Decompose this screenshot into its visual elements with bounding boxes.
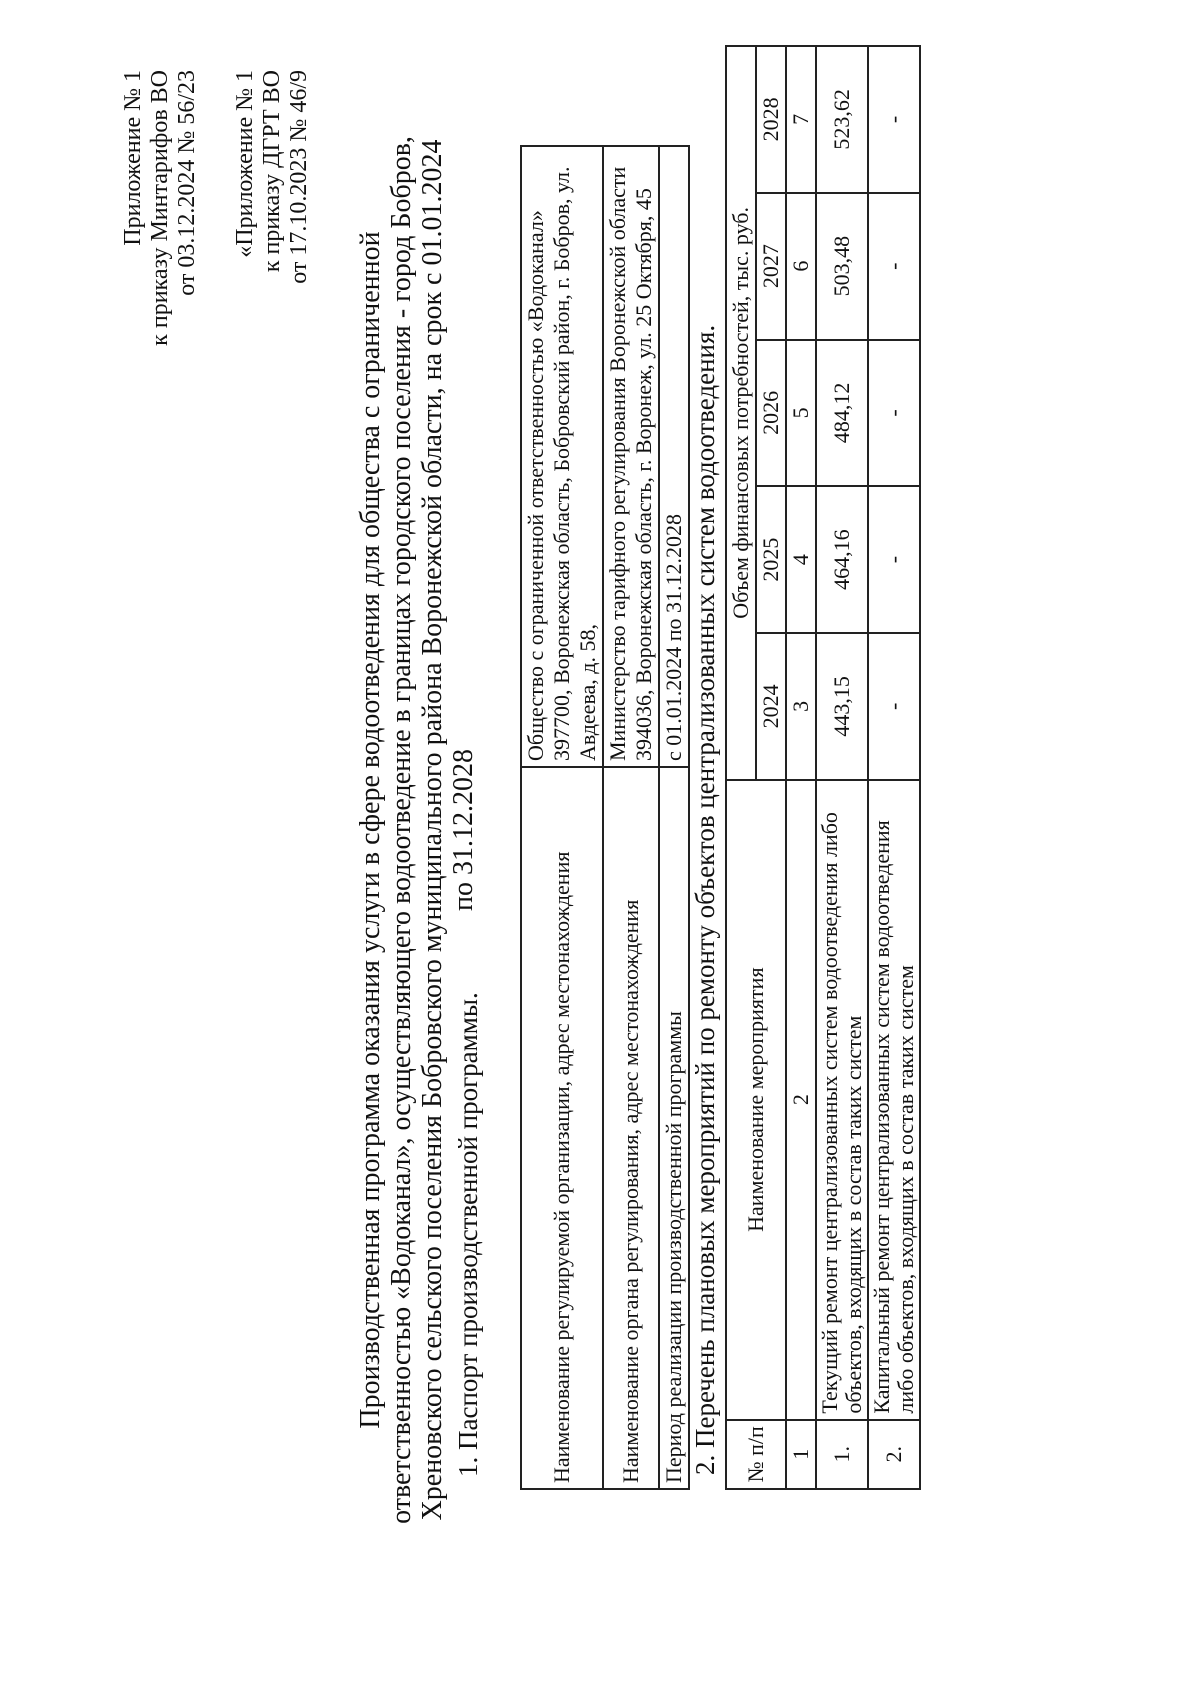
table-row — [603, 146, 659, 1489]
col-number-header: № п/п — [726, 1420, 786, 1489]
column-number: 4 — [786, 486, 816, 633]
amount-cell: - — [868, 340, 920, 487]
column-number: 2 — [786, 780, 816, 1420]
table-row — [868, 46, 920, 1489]
passport-value: Министерство тарифного регулирования Воронежской области 394036, Воронежская область, г. Воронеж, ул. 25 Октября, 45 — [603, 146, 659, 767]
appendix-note-2 — [232, 70, 313, 284]
year-header: 2025 — [756, 486, 786, 633]
table-row — [816, 46, 868, 1489]
column-number-row — [786, 46, 816, 1489]
appendix-line: к приказу ДГРТ ВО — [259, 70, 285, 273]
passport-value: Общество с ограниченной ответственностью «Водоканал» 397700, Воронежская область, Бобровский район, г. Бобров, ул. Авдеева, д. 58, — [521, 146, 603, 767]
passport-label: Период реализации производственной программы — [659, 767, 689, 1489]
amount-cell: 503,48 — [816, 193, 868, 340]
row-number: 1. — [816, 1420, 868, 1489]
table-header-row — [726, 46, 756, 1489]
year-header: 2024 — [756, 633, 786, 780]
col-volume-header: Объем финансовых потребностей, тыс. руб. — [726, 46, 756, 780]
row-number: 2. — [868, 1420, 920, 1489]
appendix-line: «Приложение № 1 — [232, 70, 258, 258]
section-2-heading: 2. Перечень плановых мероприятий по ремонту объектов централизованных систем водоотведения. — [690, 324, 720, 1475]
amount-cell: 443,15 — [816, 633, 868, 780]
appendix-line: Приложение № 1 — [120, 70, 146, 246]
table-row — [659, 146, 689, 1489]
passport-label: Наименование органа регулирования, адрес местонахождения — [603, 767, 659, 1489]
amount-cell: 484,12 — [816, 340, 868, 487]
column-number: 5 — [786, 340, 816, 487]
amount-cell: - — [868, 486, 920, 633]
appendix-line: от 03.12.2024 № 56/23 — [174, 70, 200, 296]
col-name-header: Наименование мероприятия — [726, 780, 786, 1420]
document-title: Производственная программа оказания услуги в сфере водоотведения для общества с ограниченной ответственностью «Водоканал», осуществляющего водоотведение в границах городского поселения - город Бобров, Хреновского сельского поселения Бобровского муниципального района Воронежской области, на срок с 01.01.2024 по 31.12.2028 — [355, 136, 479, 1524]
appendix-note-1 — [120, 70, 201, 346]
appendix-line: от 17.10.2023 № 46/9 — [286, 70, 312, 284]
column-number: 6 — [786, 193, 816, 340]
amount-cell: - — [868, 46, 920, 193]
events-table — [725, 45, 921, 1490]
amount-cell: - — [868, 633, 920, 780]
column-number: 3 — [786, 633, 816, 780]
section-1-heading: 1. Паспорт производственной программы. — [453, 992, 483, 1477]
amount-cell: - — [868, 193, 920, 340]
year-header: 2028 — [756, 46, 786, 193]
passport-value: с 01.01.2024 по 31.12.2028 — [659, 146, 689, 767]
year-header: 2026 — [756, 340, 786, 487]
column-number: 7 — [786, 46, 816, 193]
year-header: 2027 — [756, 193, 786, 340]
amount-cell: 523,62 — [816, 46, 868, 193]
event-name: Текущий ремонт централизованных систем водоотведения либо объектов, входящих в состав таких систем — [816, 780, 868, 1420]
passport-table — [520, 145, 690, 1490]
table-row — [521, 146, 603, 1489]
amount-cell: 464,16 — [816, 486, 868, 633]
event-name: Капитальный ремонт централизованных систем водоотведения либо объектов, входящих в состав таких систем — [868, 780, 920, 1420]
passport-label: Наименование регулируемой организации, адрес местонахождения — [521, 767, 603, 1489]
appendix-line: к приказу Минтарифов ВО — [147, 70, 173, 346]
column-number: 1 — [786, 1420, 816, 1489]
